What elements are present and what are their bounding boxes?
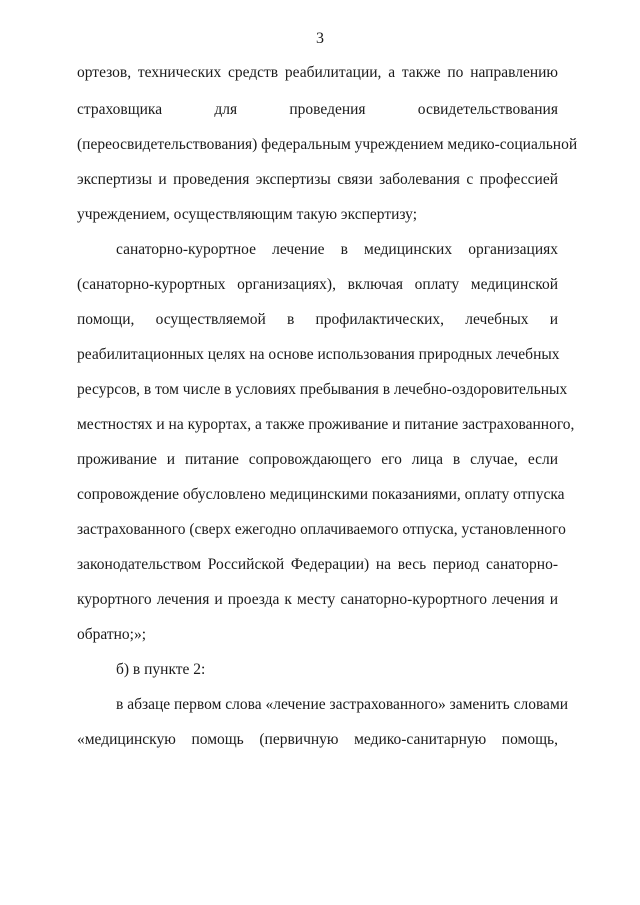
text-line: экспертизы и проведения экспертизы связи заболевания с профессией — [77, 171, 558, 188]
text-line: в абзаце первом слова «лечение застрахованного» заменить словами — [116, 696, 569, 713]
text-line: санаторно-курортное лечение в медицинских организациях — [116, 241, 558, 258]
text-line: ортезов, технических средств реабилитации, а также по направлению — [77, 64, 558, 81]
text-line: курортного лечения и проезда к месту санаторно-курортного лечения и — [77, 591, 558, 608]
text-line: сопровождение обусловлено медицинскими показаниями, оплату отпуска — [77, 486, 565, 503]
text-line: застрахованного (сверх ежегодно оплачиваемого отпуска, установленного — [77, 521, 566, 538]
text-line: (санаторно-курортных организациях), включая оплату медицинской — [77, 276, 558, 293]
text-line: «медицинскую помощь (первичную медико-санитарную помощь, — [77, 731, 558, 748]
text-line: помощи, осуществляемой в профилактических, лечебных и — [77, 311, 558, 328]
text-line: б) в пункте 2: — [116, 661, 206, 678]
text-line: ресурсов, в том числе в условиях пребывания в лечебно-оздоровительных — [77, 381, 568, 398]
text-line: проживание и питание сопровождающего его лица в случае, если — [77, 451, 558, 468]
text-line: страховщика для проведения освидетельствования — [77, 101, 558, 118]
text-line: (переосвидетельствования) федеральным учреждением медико-социальной — [77, 136, 578, 153]
page-number: 3 — [316, 30, 324, 47]
text-line: законодательством Российской Федерации) на весь период санаторно- — [77, 556, 558, 573]
text-line: местностях и на курортах, а также проживание и питание застрахованного, — [77, 416, 575, 433]
text-line: реабилитационных целях на основе использования природных лечебных — [77, 346, 560, 363]
text-line: обратно;»; — [77, 626, 147, 643]
text-line: учреждением, осуществляющим такую экспертизу; — [77, 206, 418, 223]
